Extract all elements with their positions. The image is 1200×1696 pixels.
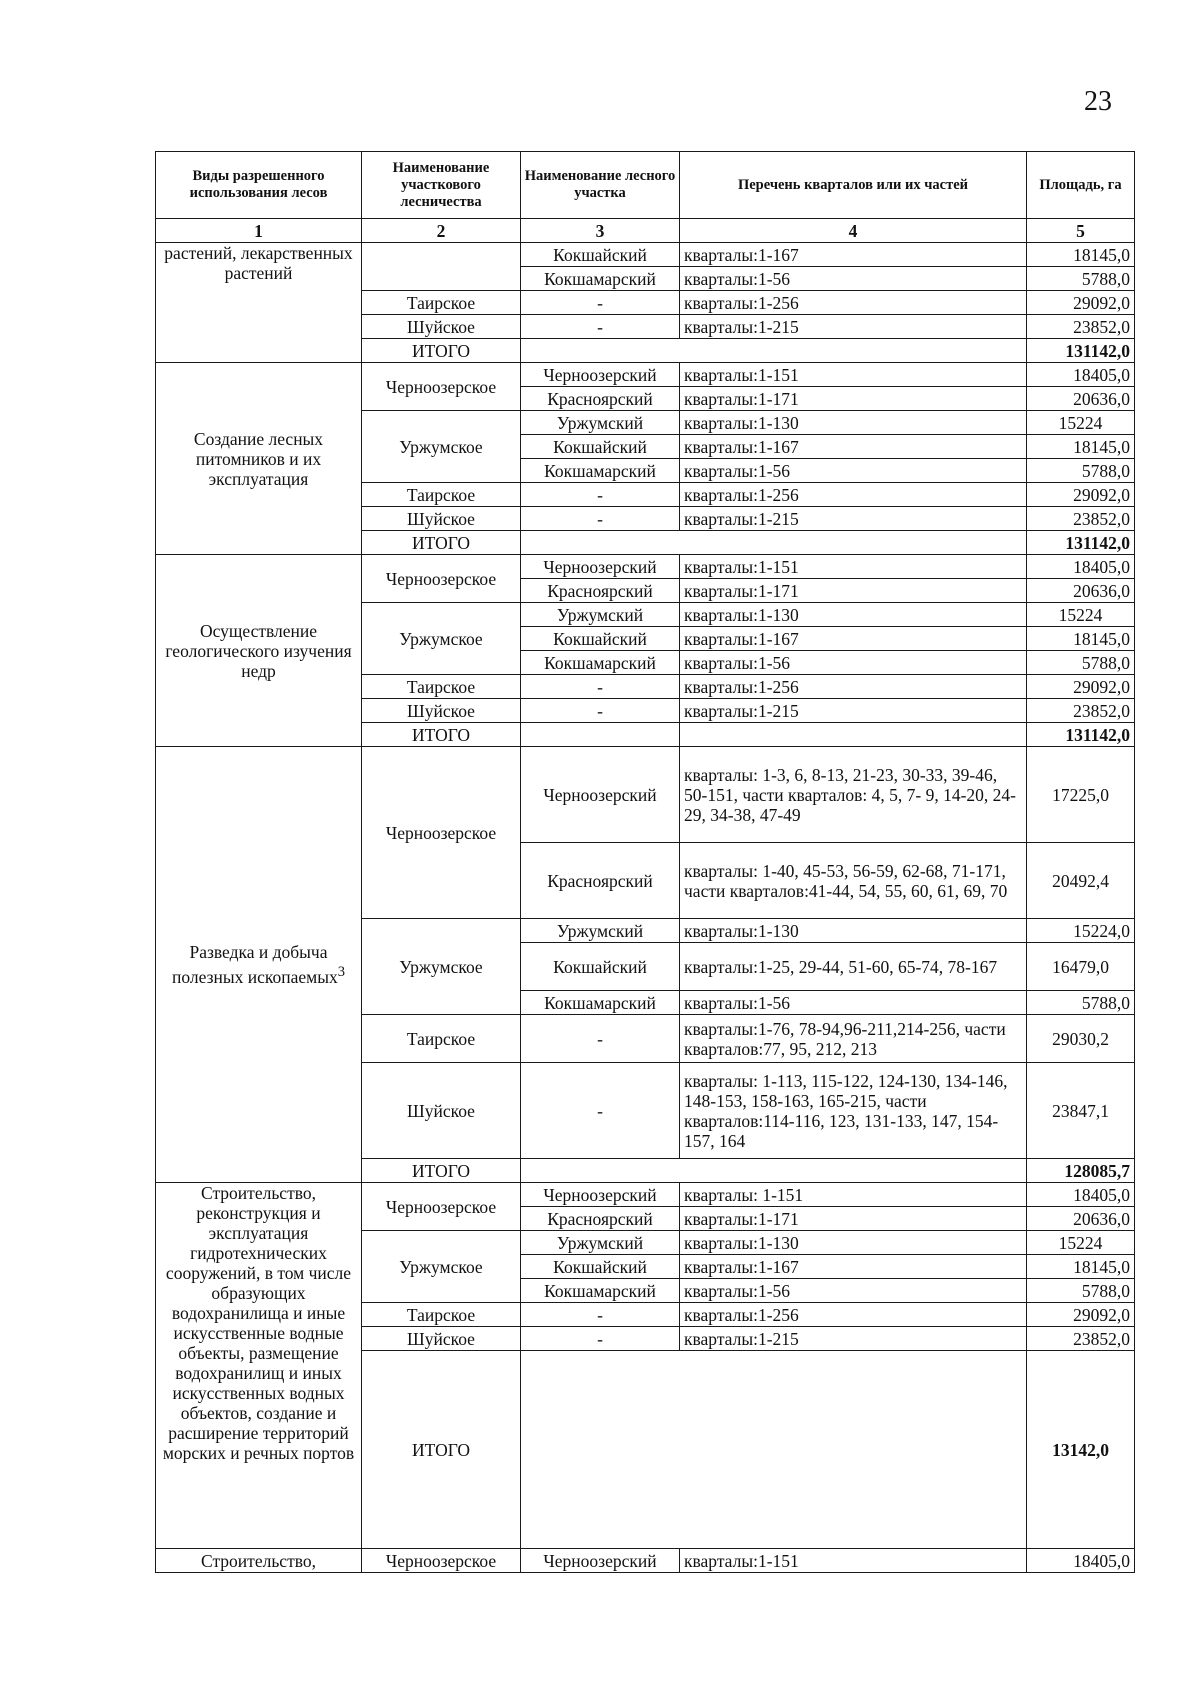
total-area: 131142,0 (1027, 339, 1135, 363)
forestry-cell: Уржумское (362, 411, 521, 483)
table-row (156, 363, 1135, 387)
area-cell: 29030,2 (1027, 1015, 1135, 1063)
page-number: 23 (1084, 86, 1112, 117)
plot-cell: Красноярский (521, 579, 680, 603)
use-type-cell: Строительство, (156, 1549, 362, 1573)
total-area: 131142,0 (1027, 723, 1135, 747)
quarters-cell: кварталы:1-215 (680, 1327, 1027, 1351)
forestry-cell: Черноозерское (362, 747, 521, 919)
plot-cell: - (521, 291, 680, 315)
area-cell: 23847,1 (1027, 1063, 1135, 1159)
area-cell: 20636,0 (1027, 579, 1135, 603)
total-label: ИТОГО (362, 723, 521, 747)
area-cell: 29092,0 (1027, 483, 1135, 507)
quarters-cell: кварталы:1-56 (680, 1279, 1027, 1303)
plot-cell: Кокшамарский (521, 267, 680, 291)
area-cell: 18405,0 (1027, 363, 1135, 387)
quarters-cell: кварталы:1-151 (680, 363, 1027, 387)
column-number: 3 (521, 219, 680, 243)
quarters-cell: кварталы:1-256 (680, 291, 1027, 315)
use-type-cell: Строительство, реконструкция и эксплуатация гидротехнических сооружений, в том числе образующих водохранилища и иные искусственные водные объекты, размещение водохранилищ и иных искусственных водных объектов, создание и расширение территорий морских и речных портов (156, 1183, 362, 1549)
plot-cell: - (521, 483, 680, 507)
header-forestry: Наименование участкового лесничества (362, 152, 521, 219)
quarters-cell: кварталы:1-151 (680, 1549, 1027, 1573)
quarters-cell: кварталы:1-256 (680, 483, 1027, 507)
plot-cell: Уржумский (521, 919, 680, 943)
table-row (156, 747, 1135, 843)
plot-cell: - (521, 1327, 680, 1351)
forestry-cell (362, 243, 521, 291)
quarters-cell: кварталы:1-56 (680, 651, 1027, 675)
plot-cell: Кокшайский (521, 943, 680, 991)
forestry-cell: Таирское (362, 291, 521, 315)
plot-cell: - (521, 1015, 680, 1063)
quarters-cell: кварталы:1-56 (680, 991, 1027, 1015)
forestry-cell: Таирское (362, 1303, 521, 1327)
plot-cell: - (521, 675, 680, 699)
forestry-cell: Таирское (362, 483, 521, 507)
area-cell: 23852,0 (1027, 699, 1135, 723)
quarters-cell: кварталы:1-215 (680, 699, 1027, 723)
total-label: ИТОГО (362, 1159, 521, 1183)
quarters-cell: кварталы: 1-113, 115-122, 124-130, 134-146, 148-153, 158-163, 165-215, части кварталов:114-116, 123, 131-133, 147, 154-157, 164 (680, 1063, 1027, 1159)
table-row (156, 1549, 1135, 1573)
area-cell: 18405,0 (1027, 555, 1135, 579)
footnote-marker: 3 (337, 964, 346, 981)
quarters-cell: кварталы:1-130 (680, 411, 1027, 435)
area-cell: 18145,0 (1027, 435, 1135, 459)
plot-cell: Кокшамарский (521, 651, 680, 675)
column-number: 5 (1027, 219, 1135, 243)
plot-cell: Кокшамарский (521, 459, 680, 483)
plot-cell: Кокшамарский (521, 991, 680, 1015)
plot-cell: - (521, 1063, 680, 1159)
forestry-cell: Шуйское (362, 315, 521, 339)
quarters-cell: кварталы: 1-3, 6, 8-13, 21-23, 30-33, 39-46, 50-151, части кварталов: 4, 5, 7- 9, 14-20, 24-29, 34-38, 47-49 (680, 747, 1027, 843)
area-cell: 20636,0 (1027, 1207, 1135, 1231)
quarters-cell: кварталы:1-167 (680, 1255, 1027, 1279)
area-cell: 5788,0 (1027, 267, 1135, 291)
area-cell: 16479,0 (1027, 943, 1135, 991)
quarters-cell: кварталы:1-171 (680, 387, 1027, 411)
quarters-cell: кварталы:1-171 (680, 579, 1027, 603)
plot-cell: Черноозерский (521, 1549, 680, 1573)
area-cell: 20636,0 (1027, 387, 1135, 411)
empty-cell (521, 339, 1027, 363)
area-cell: 15224 (1027, 411, 1135, 435)
forestry-cell: Шуйское (362, 1327, 521, 1351)
empty-cell (521, 1351, 1027, 1549)
header-area: Площадь, га (1027, 152, 1135, 219)
plot-cell: Черноозерский (521, 747, 680, 843)
total-area: 13142,0 (1027, 1351, 1135, 1549)
empty-cell (521, 723, 680, 747)
area-cell: 5788,0 (1027, 459, 1135, 483)
forestry-cell: Таирское (362, 675, 521, 699)
area-cell: 18145,0 (1027, 627, 1135, 651)
area-cell: 15224,0 (1027, 919, 1135, 943)
area-cell: 18405,0 (1027, 1549, 1135, 1573)
plot-cell: Кокшайский (521, 1255, 680, 1279)
quarters-cell: кварталы:1-167 (680, 627, 1027, 651)
area-cell: 17225,0 (1027, 747, 1135, 843)
area-cell: 20492,4 (1027, 843, 1135, 919)
column-number: 4 (680, 219, 1027, 243)
area-cell: 5788,0 (1027, 651, 1135, 675)
plot-cell: Кокшайский (521, 627, 680, 651)
table-row (156, 1183, 1135, 1207)
total-label: ИТОГО (362, 339, 521, 363)
area-cell: 18145,0 (1027, 243, 1135, 267)
area-cell: 18405,0 (1027, 1183, 1135, 1207)
plot-cell: Кокшамарский (521, 1279, 680, 1303)
plot-cell: Кокшайский (521, 435, 680, 459)
quarters-cell: кварталы:1-167 (680, 435, 1027, 459)
area-cell: 23852,0 (1027, 507, 1135, 531)
plot-cell: Черноозерский (521, 363, 680, 387)
total-area: 131142,0 (1027, 531, 1135, 555)
quarters-cell: кварталы:1-151 (680, 555, 1027, 579)
forestry-cell: Уржумское (362, 1231, 521, 1303)
table-header-row (156, 152, 1135, 219)
use-type-cell: Создание лесных питомников и их эксплуатация (156, 363, 362, 555)
area-cell: 5788,0 (1027, 991, 1135, 1015)
quarters-cell: кварталы:1-76, 78-94,96-211,214-256, части кварталов:77, 95, 212, 213 (680, 1015, 1027, 1063)
empty-cell (521, 531, 1027, 555)
plot-cell: Черноозерский (521, 555, 680, 579)
plot-cell: Кокшайский (521, 243, 680, 267)
quarters-cell: кварталы:1-215 (680, 507, 1027, 531)
area-cell: 15224 (1027, 603, 1135, 627)
quarters-cell: кварталы:1-25, 29-44, 51-60, 65-74, 78-167 (680, 943, 1027, 991)
table-row (156, 555, 1135, 579)
area-cell: 29092,0 (1027, 1303, 1135, 1327)
forestry-cell: Уржумское (362, 919, 521, 1015)
total-label: ИТОГО (362, 531, 521, 555)
quarters-cell: кварталы:1-56 (680, 267, 1027, 291)
table-row (156, 243, 1135, 267)
total-label: ИТОГО (362, 1351, 521, 1549)
forestry-cell: Шуйское (362, 1063, 521, 1159)
plot-cell: - (521, 315, 680, 339)
forest-use-table (155, 151, 1135, 1573)
plot-cell: Черноозерский (521, 1183, 680, 1207)
quarters-cell: кварталы:1-256 (680, 675, 1027, 699)
forestry-cell: Шуйское (362, 699, 521, 723)
quarters-cell: кварталы: 1-151 (680, 1183, 1027, 1207)
area-cell: 23852,0 (1027, 1327, 1135, 1351)
header-plot: Наименование лесного участка (521, 152, 680, 219)
quarters-cell: кварталы:1-256 (680, 1303, 1027, 1327)
empty-cell (521, 1159, 1027, 1183)
area-cell: 15224 (1027, 1231, 1135, 1255)
plot-cell: Уржумский (521, 1231, 680, 1255)
plot-cell: Красноярский (521, 1207, 680, 1231)
use-type-cell: растений, лекарственных растений (156, 243, 362, 363)
use-type-text: Разведка и добыча полезных ископаемых (171, 942, 338, 987)
forestry-cell: Таирское (362, 1015, 521, 1063)
area-cell: 18145,0 (1027, 1255, 1135, 1279)
forestry-cell: Черноозерское (362, 555, 521, 603)
area-cell: 29092,0 (1027, 291, 1135, 315)
plot-cell: Уржумский (521, 603, 680, 627)
forestry-cell: Шуйское (362, 507, 521, 531)
quarters-cell: кварталы:1-130 (680, 1231, 1027, 1255)
forestry-cell: Черноозерское (362, 363, 521, 411)
quarters-cell: кварталы:1-171 (680, 1207, 1027, 1231)
quarters-cell: кварталы: 1-40, 45-53, 56-59, 62-68, 71-171, части кварталов:41-44, 54, 55, 60, 61, 69, 70 (680, 843, 1027, 919)
use-type-cell: Осуществление геологического изучения недр (156, 555, 362, 747)
plot-cell: Красноярский (521, 387, 680, 411)
area-cell: 5788,0 (1027, 1279, 1135, 1303)
column-number-row (156, 219, 1135, 243)
plot-cell: Красноярский (521, 843, 680, 919)
forestry-cell: Черноозерское (362, 1549, 521, 1573)
total-area: 128085,7 (1027, 1159, 1135, 1183)
area-cell: 23852,0 (1027, 315, 1135, 339)
plot-cell: Уржумский (521, 411, 680, 435)
quarters-cell: кварталы:1-167 (680, 243, 1027, 267)
forestry-cell: Уржумское (362, 603, 521, 675)
plot-cell: - (521, 507, 680, 531)
quarters-cell: кварталы:1-56 (680, 459, 1027, 483)
area-cell: 29092,0 (1027, 675, 1135, 699)
column-number: 1 (156, 219, 362, 243)
plot-cell: - (521, 1303, 680, 1327)
column-number: 2 (362, 219, 521, 243)
forestry-cell: Черноозерское (362, 1183, 521, 1231)
header-quarters: Перечень кварталов или их частей (680, 152, 1027, 219)
empty-cell (680, 723, 1027, 747)
plot-cell: - (521, 699, 680, 723)
use-type-cell (156, 747, 362, 1183)
quarters-cell: кварталы:1-130 (680, 603, 1027, 627)
header-use-type: Виды разрешенного использования лесов (156, 152, 362, 219)
quarters-cell: кварталы:1-130 (680, 919, 1027, 943)
quarters-cell: кварталы:1-215 (680, 315, 1027, 339)
